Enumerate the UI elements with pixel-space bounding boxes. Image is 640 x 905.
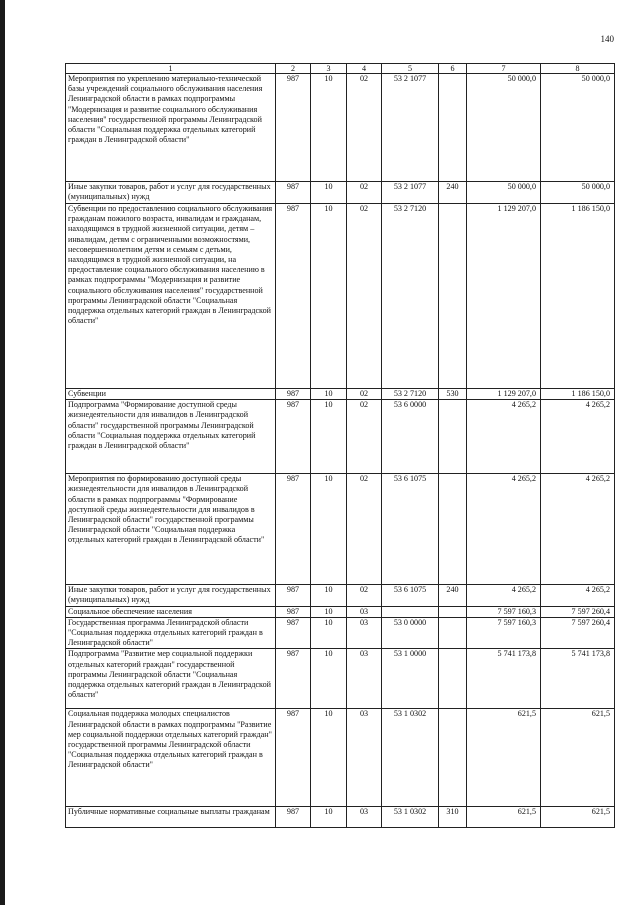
cell-code: 987 — [276, 606, 311, 617]
cell-amount-year2: 4 265,2 — [541, 400, 615, 474]
table-row — [66, 389, 615, 400]
header-row — [66, 64, 615, 74]
row-description: Мероприятия по укреплению материально-технической базы учреждений социального обслуживания населения Ленинградской области в рамках подпрограммы "Модернизация и развитие социального обслуживания населения" государственной программы Ленинградской области "Социальная поддержка отдельных категорий граждан в Ленинградской области" — [66, 74, 276, 182]
cell-amount-year2: 621,5 — [541, 807, 615, 828]
cell-code: 987 — [276, 617, 311, 649]
cell-amount-year2: 4 265,2 — [541, 585, 615, 606]
cell-subsection: 02 — [347, 182, 382, 204]
row-description: Иные закупки товаров, работ и услуг для государственных (муниципальных) нужд — [66, 585, 276, 606]
column-header: 6 — [439, 64, 467, 74]
table-row — [66, 606, 615, 617]
cell-amount-year1: 50 000,0 — [467, 182, 541, 204]
cell-section: 10 — [311, 400, 347, 474]
cell-amount-year1: 7 597 160,3 — [467, 606, 541, 617]
cell-section: 10 — [311, 606, 347, 617]
cell-expense-type: 240 — [439, 182, 467, 204]
cell-subsection: 02 — [347, 400, 382, 474]
cell-target-article: 53 1 0302 — [382, 709, 439, 807]
cell-subsection: 02 — [347, 74, 382, 182]
cell-section: 10 — [311, 585, 347, 606]
cell-amount-year1: 4 265,2 — [467, 400, 541, 474]
cell-code: 987 — [276, 649, 311, 709]
column-header: 7 — [467, 64, 541, 74]
cell-expense-type: 530 — [439, 389, 467, 400]
row-description: Подпрограмма "Развитие мер социальной поддержки отдельных категорий граждан" государственной программы Ленинградской области "Социальная поддержка отдельных категорий граждан в Ленинградской области" — [66, 649, 276, 709]
table-row — [66, 807, 615, 828]
cell-expense-type — [439, 474, 467, 585]
cell-target-article: 53 6 0000 — [382, 400, 439, 474]
cell-section: 10 — [311, 389, 347, 400]
cell-expense-type — [439, 204, 467, 389]
row-description: Субвенции — [66, 389, 276, 400]
row-description: Публичные нормативные социальные выплаты гражданам — [66, 807, 276, 828]
cell-amount-year1: 50 000,0 — [467, 74, 541, 182]
table-row — [66, 617, 615, 649]
cell-section: 10 — [311, 74, 347, 182]
table-row — [66, 709, 615, 807]
cell-amount-year2: 1 186 150,0 — [541, 389, 615, 400]
row-description: Иные закупки товаров, работ и услуг для государственных (муниципальных) нужд — [66, 182, 276, 204]
cell-amount-year1: 7 597 160,3 — [467, 617, 541, 649]
cell-amount-year2: 621,5 — [541, 709, 615, 807]
cell-section: 10 — [311, 709, 347, 807]
table-row — [66, 474, 615, 585]
row-description: Социальное обеспечение населения — [66, 606, 276, 617]
cell-amount-year2: 7 597 260,4 — [541, 617, 615, 649]
cell-target-article: 53 6 1075 — [382, 585, 439, 606]
table-row — [66, 585, 615, 606]
cell-code: 987 — [276, 400, 311, 474]
cell-code: 987 — [276, 709, 311, 807]
row-description: Государственная программа Ленинградской области "Социальная поддержка отдельных категорий граждан в Ленинградской области" — [66, 617, 276, 649]
cell-amount-year2: 50 000,0 — [541, 182, 615, 204]
cell-subsection: 03 — [347, 617, 382, 649]
cell-subsection: 03 — [347, 807, 382, 828]
cell-target-article: 53 0 0000 — [382, 617, 439, 649]
cell-target-article: 53 2 1077 — [382, 182, 439, 204]
cell-section: 10 — [311, 807, 347, 828]
cell-subsection: 02 — [347, 389, 382, 400]
cell-target-article: 53 2 7120 — [382, 389, 439, 400]
cell-target-article — [382, 606, 439, 617]
cell-amount-year1: 621,5 — [467, 709, 541, 807]
cell-subsection: 02 — [347, 585, 382, 606]
cell-section: 10 — [311, 474, 347, 585]
cell-code: 987 — [276, 74, 311, 182]
cell-expense-type — [439, 74, 467, 182]
cell-amount-year2: 7 597 260,4 — [541, 606, 615, 617]
cell-section: 10 — [311, 204, 347, 389]
page-number: 140 — [600, 34, 614, 44]
column-header: 5 — [382, 64, 439, 74]
cell-amount-year2: 5 741 173,8 — [541, 649, 615, 709]
table-row — [66, 182, 615, 204]
cell-subsection: 03 — [347, 606, 382, 617]
cell-code: 987 — [276, 585, 311, 606]
cell-expense-type — [439, 649, 467, 709]
cell-section: 10 — [311, 617, 347, 649]
cell-target-article: 53 2 7120 — [382, 204, 439, 389]
column-header: 8 — [541, 64, 615, 74]
cell-amount-year2: 4 265,2 — [541, 474, 615, 585]
cell-code: 987 — [276, 389, 311, 400]
column-header: 1 — [66, 64, 276, 74]
table-row — [66, 649, 615, 709]
cell-code: 987 — [276, 807, 311, 828]
column-header: 3 — [311, 64, 347, 74]
row-description: Мероприятия по формированию доступной среды жизнедеятельности для инвалидов в Ленинградской области в рамках подпрограммы "Формирование доступной среды жизнедеятельности для инвалидов в Ленинградской области" государственной программы Ленинградской области "Социальная поддержка отдельных категорий граждан в Ленинградской области" — [66, 474, 276, 585]
cell-section: 10 — [311, 182, 347, 204]
cell-amount-year2: 1 186 150,0 — [541, 204, 615, 389]
table-body — [66, 74, 615, 828]
cell-subsection: 02 — [347, 474, 382, 585]
cell-subsection: 02 — [347, 204, 382, 389]
cell-amount-year1: 5 741 173,8 — [467, 649, 541, 709]
cell-target-article: 53 2 1077 — [382, 74, 439, 182]
cell-target-article: 53 6 1075 — [382, 474, 439, 585]
cell-target-article: 53 1 0302 — [382, 807, 439, 828]
column-header: 2 — [276, 64, 311, 74]
cell-code: 987 — [276, 204, 311, 389]
table-row — [66, 400, 615, 474]
scan-edge — [0, 0, 5, 905]
row-description: Субвенции по предоставлению социального обслуживания гражданам пожилого возраста, инвалидам и гражданам, находящимся в трудной жизненной ситуации, детям – инвалидам, детям с ограниченными возможностями, несовершеннолетним детям и семьям с детьми, находящимся в трудной жизненной ситуации, на предоставление социального обслуживания населению в рамках подпрограммы "Модернизация и развитие социального обслуживания населения" государственной программы Ленинградской области "Социальная поддержка отдельных категорий граждан в Ленинградской области" — [66, 204, 276, 389]
cell-amount-year1: 1 129 207,0 — [467, 389, 541, 400]
cell-expense-type: 240 — [439, 585, 467, 606]
cell-target-article: 53 1 0000 — [382, 649, 439, 709]
cell-amount-year1: 4 265,2 — [467, 474, 541, 585]
cell-amount-year1: 621,5 — [467, 807, 541, 828]
cell-expense-type — [439, 400, 467, 474]
table-row — [66, 204, 615, 389]
budget-table — [65, 63, 615, 828]
cell-amount-year2: 50 000,0 — [541, 74, 615, 182]
table-row — [66, 74, 615, 182]
cell-subsection: 03 — [347, 649, 382, 709]
cell-expense-type: 310 — [439, 807, 467, 828]
cell-expense-type — [439, 709, 467, 807]
cell-amount-year1: 4 265,2 — [467, 585, 541, 606]
cell-code: 987 — [276, 474, 311, 585]
cell-expense-type — [439, 606, 467, 617]
row-description: Социальная поддержка молодых специалистов Ленинградской области в рамках подпрограммы "Развитие мер социальной поддержки отдельных категорий граждан" государственной программы Ленинградской области "Социальная поддержка отдельных категорий граждан в Ленинградской области" — [66, 709, 276, 807]
cell-code: 987 — [276, 182, 311, 204]
row-description: Подпрограмма "Формирование доступной среды жизнедеятельности для инвалидов в Ленинградской области" государственной программы Ленинградской области "Социальная поддержка отдельных категорий граждан в Ленинградской области" — [66, 400, 276, 474]
cell-expense-type — [439, 617, 467, 649]
cell-section: 10 — [311, 649, 347, 709]
column-header: 4 — [347, 64, 382, 74]
cell-amount-year1: 1 129 207,0 — [467, 204, 541, 389]
cell-subsection: 03 — [347, 709, 382, 807]
